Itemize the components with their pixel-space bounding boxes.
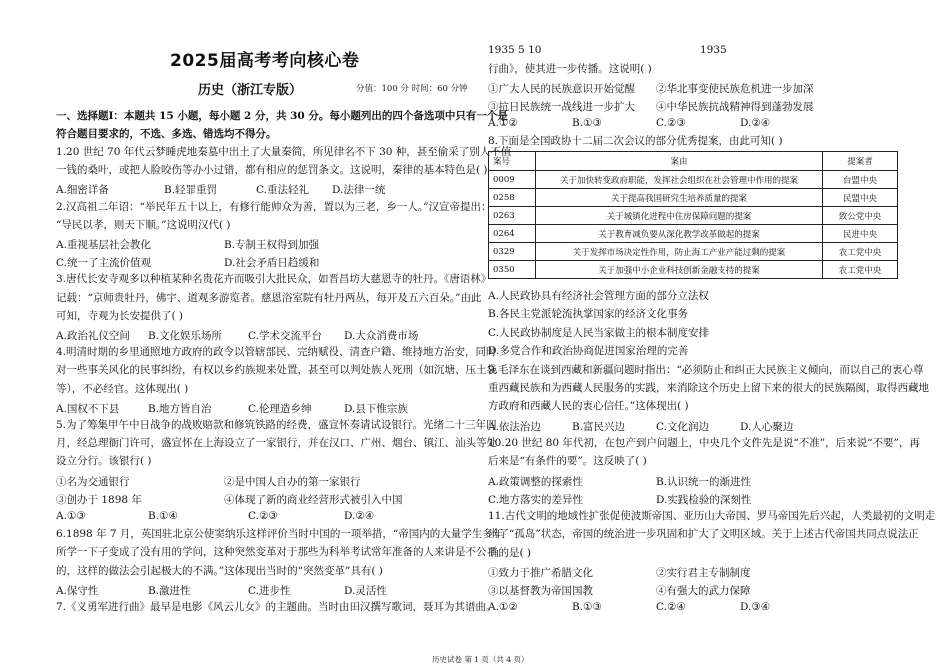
case-proposer: 农工党中央 (823, 243, 898, 261)
statement-3: ③创办于 1898 年 (56, 494, 142, 506)
question-10-stem: 后来是“有条件的要”。这反映了( ) (488, 455, 647, 467)
option-c: C.学术交流平台 (248, 330, 322, 342)
exam-title: 2025届高考考向核心卷 (170, 51, 360, 71)
option-c: C.伦理造乡绅 (248, 403, 312, 415)
option-d: D.②④ (344, 510, 375, 522)
header-subject: 案由 (536, 152, 823, 171)
table-row (489, 171, 898, 189)
option-a: A.①② (488, 117, 518, 129)
option-d: D.大众消费市场 (344, 330, 419, 342)
option-c: C.②③ (656, 117, 686, 129)
option-a: A.国权不下县 (56, 403, 120, 415)
question-5-stem: 5.为了筹集甲午中日战争的战败赔款和修筑铁路的经费，盛宣怀奏请试设银行。光绪二十三年四 (56, 419, 497, 431)
case-no: 0258 (489, 189, 536, 207)
header-case-no: 案号 (489, 152, 536, 171)
question-4-stem: 4.明清时期的乡里通照地方政府的政令以管辖部民、完纳赋役、清查户籍、维持地方治安，同时 (56, 346, 497, 358)
case-no: 0350 (489, 261, 536, 279)
table-row (489, 189, 898, 207)
question-11-stem: 11.古代文明的地域性扩张促使波斯帝国、亚历山大帝国、罗马帝国先后兴起，人类最初的文明走 (488, 510, 936, 522)
question-8-stem: 8.下面是全国政协十二届二次会议的部分优秀提案，由此可知( ) (488, 135, 783, 147)
option-b: B.①③ (572, 601, 602, 613)
question-11-stem: 出了“孤岛”状态，帝国的统治进一步巩固和扩大了文明区域。关于上述古代帝国共同点说法正 (488, 528, 919, 540)
option-c: C.进步性 (248, 585, 291, 597)
option-d: D.②④ (740, 117, 771, 129)
option-d: D.县下惟宗族 (344, 403, 408, 415)
question-5-stem: 设立分行。该银行( ) (56, 455, 152, 467)
question-7-faded-line: 1935 5 10 (488, 44, 542, 56)
option-a: A.重视基层社会教化 (56, 239, 151, 251)
section-heading-cont: 符合题目要求的，不选、多选、错选均不得分。 (56, 128, 277, 140)
case-proposer: 台盟中央 (823, 171, 898, 189)
option-a: A.细密详备 (56, 184, 109, 196)
table-header-row (489, 152, 898, 171)
option-d: D.灵活性 (344, 585, 387, 597)
statement-1: ①致力于推广希腊文化 (488, 567, 593, 579)
case-subject: 关于加快转变政府职能，发挥社会组织在社会管理中作用的提案 (536, 171, 823, 189)
question-2-stem: 2.汉高祖二年诏：“举民年五十以上，有修行能帅众为善，置以为三老，乡一人。”汉宣帝提出： (56, 201, 492, 213)
case-proposer: 致公党中央 (823, 207, 898, 225)
option-b: B.专制王权得到加强 (224, 239, 320, 251)
option-b: B.轻罪重罚 (164, 184, 218, 196)
case-subject: 关于发挥市场决定性作用，防止海工产业产能过剩的提案 (536, 243, 823, 261)
option-a: A.依法治边 (488, 421, 541, 433)
question-6-stem: 6.1898 年 7 月，英国驻北京公使窦纳乐这样评价当时中国的一项举措，“帝国内的大量学生多年 (56, 528, 504, 540)
option-d: D.法律一统 (332, 184, 386, 196)
case-subject: 关于加强中小企业科技创新金融支持的提案 (536, 261, 823, 279)
case-subject: 关于提高我国研究生培养质量的提案 (536, 189, 823, 207)
question-9-stem: 9.毛泽东在谈到西藏和新疆问题时指出：“必须防止和纠正大民族主义倾向，而以自己的衷心尊 (488, 364, 924, 376)
page-footer: 历史试卷 第 1 页（共 4 页） (432, 655, 529, 664)
option-a: A.政策调整的探索性 (488, 476, 583, 488)
question-3-stem: 3.唐代长安寺观多以种植某种名贵花卉而吸引大批民众，如晋昌坊大慈恩寺的牡丹。《唐语林》 (56, 273, 492, 285)
option-b: B.①③ (572, 117, 602, 129)
case-no: 0263 (489, 207, 536, 225)
table-row (489, 207, 898, 225)
statement-4: ④体现了新的商业经营形式被引入中国 (224, 494, 403, 506)
question-2-stem: “导民以孝，则天下顺。”这说明汉代( ) (56, 219, 231, 231)
statement-4: ④有强大的武力保障 (656, 585, 751, 597)
question-1-stem: 一钱的桑叶，或把人脸咬伤等办小过错，都有相应的惩罚条文。这说明，秦律的基本特色是( ) (56, 164, 488, 176)
option-c: C.文化润边 (656, 421, 709, 433)
option-b: B.地方皆自治 (148, 403, 212, 415)
question-11-stem: 确的是( ) (488, 547, 532, 559)
case-no: 0264 (489, 225, 536, 243)
question-6-stem: 的，这样的做法会引起极大的不满。”这体现出当时的“突然变革”具有( ) (56, 565, 383, 577)
case-subject: 关于城镇化进程中住房保障问题的提案 (536, 207, 823, 225)
option-c: C.②③ (248, 510, 278, 522)
question-8-option-d: D.多党合作和政治协商促进国家治理的完善 (488, 345, 689, 357)
question-8-option-b: B.各民主党派轮流执掌国家的经济文化事务 (488, 308, 689, 320)
proposal-table (488, 151, 898, 279)
case-proposer: 民盟中央 (823, 189, 898, 207)
option-a: A.政治礼仪空间 (56, 330, 130, 342)
option-b: B.激进性 (148, 585, 191, 597)
table-row (489, 225, 898, 243)
question-1-stem: 1.20 世纪 70 年代云梦睡虎地秦墓中出土了大量秦简，所见律名不下 30 种，甚至偷采了别人不值 (56, 146, 512, 158)
header-proposer: 提案者 (823, 152, 898, 171)
option-c: C.地方落实的差异性 (488, 494, 583, 506)
subject-title: 历史（浙江专版） (198, 83, 303, 98)
question-4-stem: 对一些事关风化的民事纠纷，有权以乡约族规来处置，甚至可以判处族人死刑（如沉塘、压土袋 (56, 364, 497, 376)
question-10-stem: 10.20 世纪 80 年代初，在包产到户问题上，中央几个文件先是说“不准”，后来说“不要”，再 (488, 437, 920, 449)
option-d: D.③④ (740, 601, 771, 613)
case-proposer: 民进中央 (823, 225, 898, 243)
score-time: 分值：100 分 时间：60 分钟 (356, 84, 468, 94)
statement-1: ①名为交通银行 (56, 476, 130, 488)
option-a: A.①② (488, 601, 518, 613)
question-8-option-c: C.人民政协制度是人民当家做主的根本制度安排 (488, 327, 709, 339)
option-c: C.重法轻礼 (256, 184, 309, 196)
option-d: D.人心聚边 (740, 421, 794, 433)
question-7-stem: 行曲》，使其进一步传播。这说明( ) (488, 63, 652, 75)
question-6-stem: 所学一下子变成了没有用的学问，这种突然变革对于那些为科举考试常年准备的人来讲是不公平 (56, 546, 497, 558)
case-no: 0329 (489, 243, 536, 261)
table-row (489, 243, 898, 261)
question-4-stem: 等），不必经官。这体现出( ) (56, 383, 189, 395)
option-d: D.实践检验的深刻性 (656, 494, 752, 506)
section-heading: 一、选择题Ⅰ：本题共 15 小题，每小题 2 分，共 30 分。每小题列出的四个备选项中只有一个是 (56, 110, 508, 122)
option-b: B.认识统一的渐进性 (656, 476, 752, 488)
table-row (489, 261, 898, 279)
question-3-stem: 可知，寺观为长安提供了( ) (56, 310, 184, 322)
statement-4: ④中华民族抗战精神得到蓬勃发展 (656, 101, 814, 113)
statement-3: ③以基督教为帝国国教 (488, 585, 593, 597)
option-b: B.文化娱乐场所 (148, 330, 223, 342)
statement-2: ②实行君主专制制度 (656, 567, 751, 579)
question-7-stem: 7.《义勇军进行曲》最早是电影《风云儿女》的主题曲。当时由田汉撰写歌词，聂耳为其谱曲。 (56, 601, 497, 613)
question-9-stem: 方政府和西藏人民的衷心信任。”这体现出( ) (488, 400, 689, 412)
statement-3: ③抗日民族统一战线进一步扩大 (488, 101, 635, 113)
question-8-option-a: A.人民政协具有经济社会管理方面的部分立法权 (488, 290, 709, 302)
question-3-stem: 记载：“京师贵牡丹，佛宇、道观多游览者。慈恩浴室院有牡丹两丛，每开及五六百朵。”由此 (56, 292, 482, 304)
statement-1: ①广大人民的民族意识开始觉醒 (488, 83, 635, 95)
option-d: D.社会矛盾日趋缓和 (224, 257, 320, 269)
question-5-stem: 月，经总理衙门许可，盛宣怀在上海设立了一家银行，并在汉口、广州、烟台、镇江、汕头等处 (56, 437, 497, 449)
statement-2: ②是中国人自办的第一家银行 (224, 476, 361, 488)
option-c: C.统一了主流价值观 (56, 257, 151, 269)
option-b: B.富民兴边 (572, 421, 626, 433)
option-b: B.①④ (148, 510, 178, 522)
option-a: A.①③ (56, 510, 86, 522)
question-7-faded-year: 1935 (700, 44, 727, 56)
statement-2: ②华北事变使民族危机进一步加深 (656, 83, 814, 95)
option-a: A.保守性 (56, 585, 99, 597)
case-no: 0009 (489, 171, 536, 189)
option-c: C.②④ (656, 601, 686, 613)
case-proposer: 农工党中央 (823, 261, 898, 279)
case-subject: 关于教育减负要从深化教学改革做起的提案 (536, 225, 823, 243)
question-9-stem: 重西藏民族和为西藏人民服务的实践，来消除这个历史上留下来的很大的民族隔阂，取得西藏地 (488, 382, 929, 394)
